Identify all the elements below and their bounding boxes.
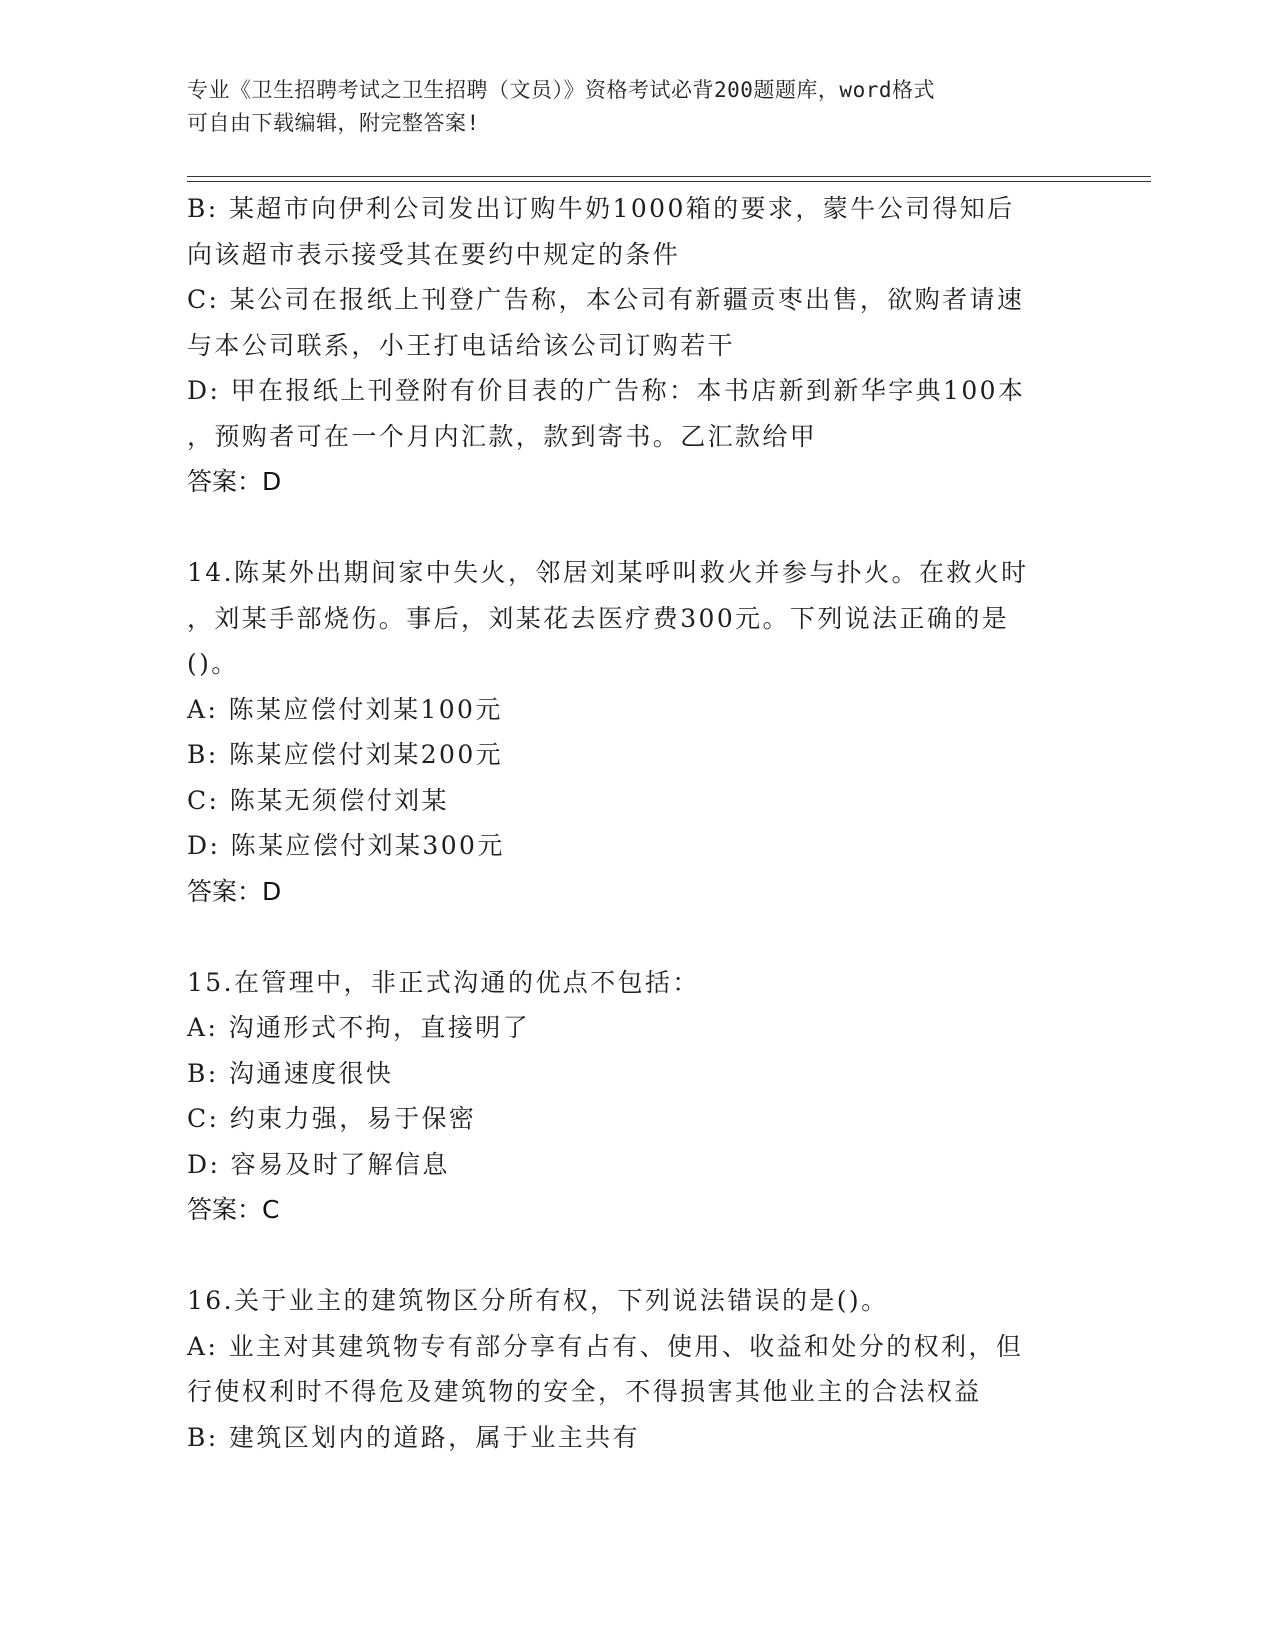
spacer [187, 505, 1087, 551]
q14-stem-line-2: ，刘某手部烧伤。事后，刘某花去医疗费300元。下列说法正确的是 [187, 603, 1010, 633]
q15-option-b: B: 沟通速度很快 [187, 1058, 394, 1088]
document-body [187, 186, 1087, 1460]
q14-option-d: D: 陈某应偿付刘某300元 [187, 831, 505, 860]
q16-option-b: B: 建筑区划内的道路，属于业主共有 [187, 1422, 640, 1452]
q13-option-c-line-1: C: 某公司在报纸上刊登广告称，本公司有新疆贡枣出售，欲购者请速 [187, 285, 1025, 314]
document-header [187, 74, 1067, 140]
q14-stem-line-3: ()。 [187, 649, 239, 678]
q14-option-c: C: 陈某无须偿付刘某 [187, 785, 449, 815]
q14-option-a: A: 陈某应偿付刘某100元 [187, 694, 503, 724]
header-line-1: 专业《卫生招聘考试之卫生招聘（文员）》资格考试必背200题题库，word格式 [187, 78, 935, 102]
question-14 [187, 550, 1087, 914]
q14-answer: 答案：D [187, 876, 282, 906]
q16-stem: 16.关于业主的建筑物区分所有权，下列说法错误的是()。 [187, 1286, 889, 1315]
spacer [187, 1233, 1087, 1279]
q13-option-d-line-2: ，预购者可在一个月内汇款，款到寄书。乙汇款给甲 [187, 421, 818, 451]
q13-option-b-line-1: B: 某超市向伊利公司发出订购牛奶1000箱的要求，蒙牛公司得知后 [187, 194, 1015, 223]
q15-answer: 答案：C [187, 1195, 280, 1224]
q13-option-d-line-1: D: 甲在报纸上刊登附有价目表的广告称：本书店新到新华字典100本 [187, 376, 1026, 405]
q13-option-c-line-2: 与本公司联系，小王打电话给该公司订购若干 [187, 330, 736, 360]
header-line-2: 可自由下载编辑，附完整答案! [187, 111, 480, 135]
spacer [187, 914, 1087, 960]
q14-option-b: B: 陈某应偿付刘某200元 [187, 740, 504, 769]
q15-option-a: A: 沟通形式不拘，直接明了 [187, 1013, 531, 1042]
q15-option-d: D: 容易及时了解信息 [187, 1149, 450, 1179]
question-15 [187, 960, 1087, 1233]
q14-stem-line-1: 14.陈某外出期间家中失火，邻居刘某呼叫救火并参与扑火。在救火时 [187, 558, 1029, 587]
q13-answer: 答案：D [187, 467, 282, 496]
q16-option-a-line-1: A: 业主对其建筑物专有部分享有占有、使用、收益和处分的权利，但 [187, 1331, 1024, 1361]
q16-option-a-line-2: 行使权利时不得危及建筑物的安全，不得损害其他业主的合法权益 [187, 1377, 982, 1406]
q15-option-c: C: 约束力强，易于保密 [187, 1104, 477, 1133]
question-16 [187, 1278, 1087, 1460]
q15-stem: 15.在管理中，非正式沟通的优点不包括： [187, 967, 700, 997]
question-13 [187, 186, 1087, 505]
q13-option-b-line-2: 向该超市表示接受其在要约中规定的条件 [187, 239, 681, 269]
header-divider [187, 176, 1151, 182]
